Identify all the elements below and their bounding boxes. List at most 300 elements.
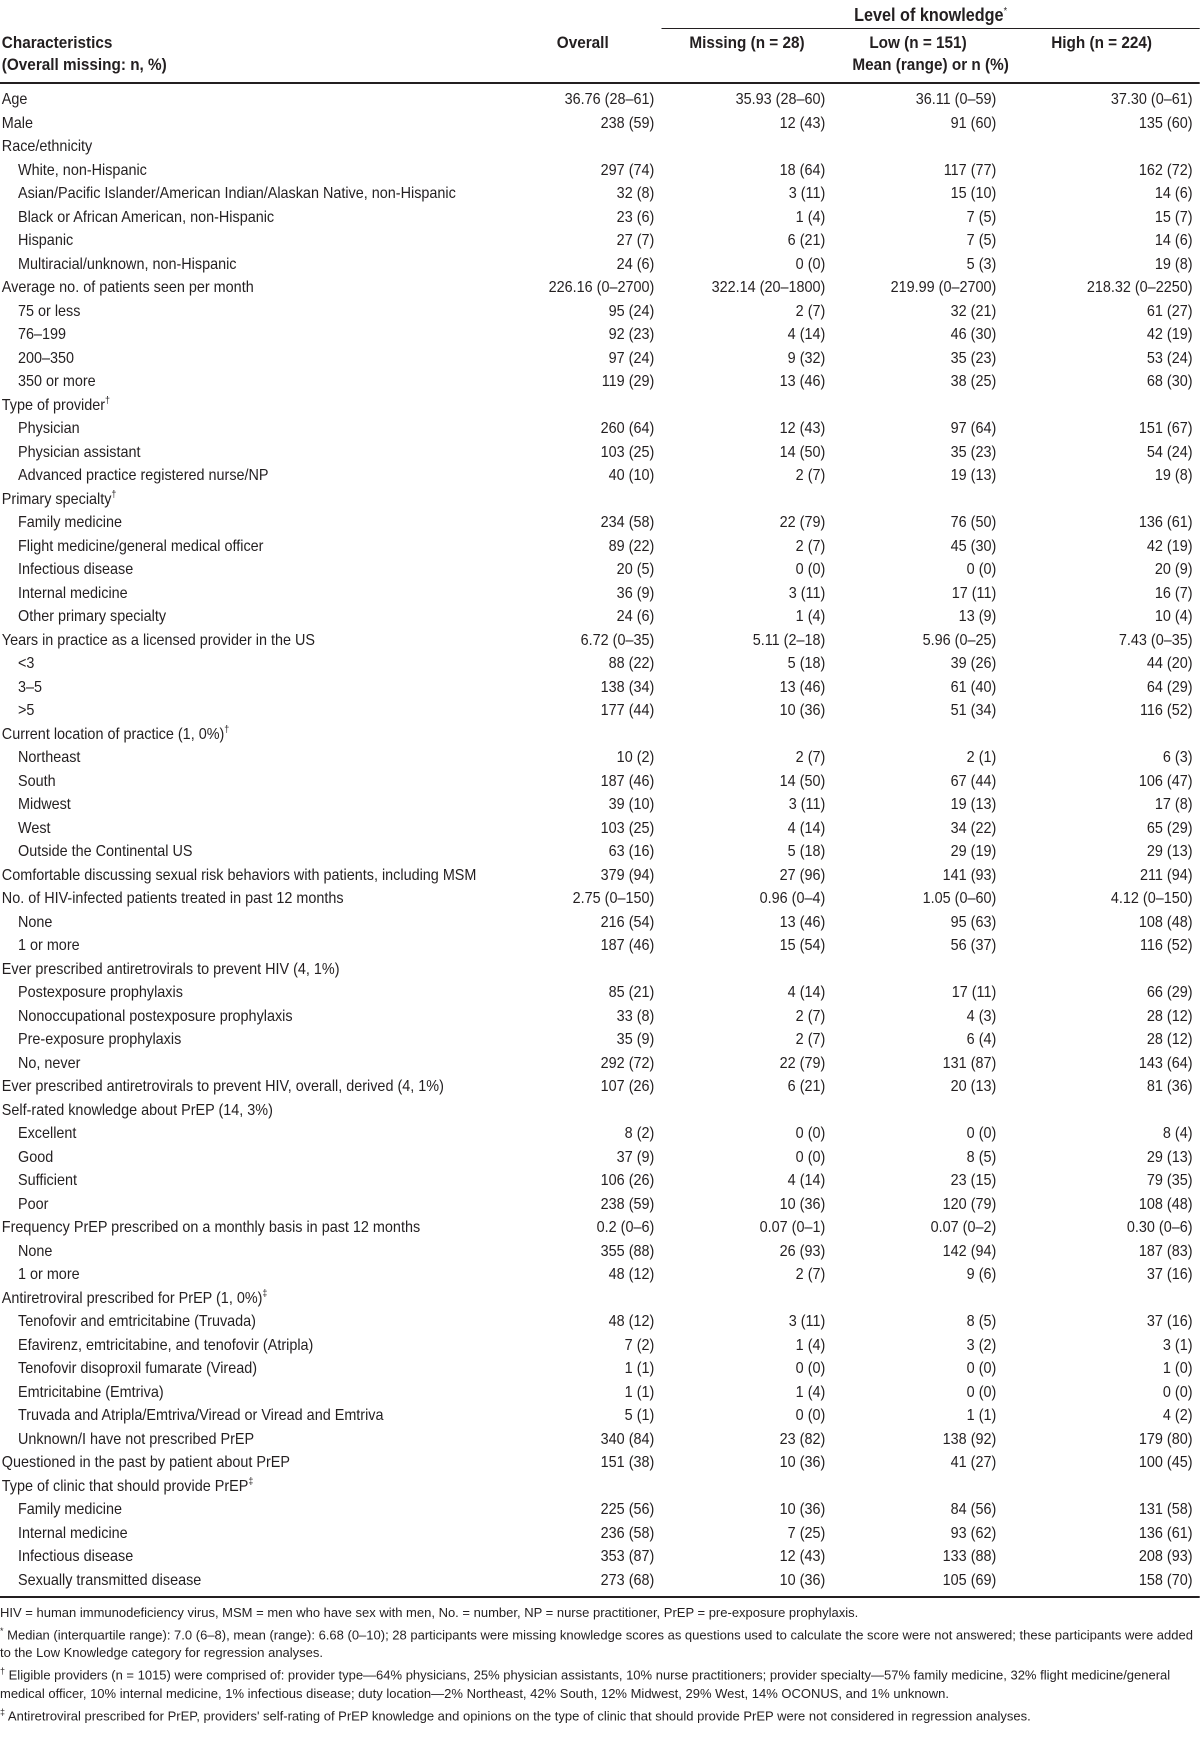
table-row — [0, 934, 1200, 958]
row-label: Infectious disease — [18, 561, 134, 578]
cell-missing: 12 (43) — [779, 1548, 826, 1565]
cell-missing — [662, 488, 833, 512]
cell-missing — [662, 1099, 833, 1123]
cell-high: 4.12 (0–150) — [1110, 890, 1193, 907]
cell-missing: 18 (64) — [779, 161, 826, 179]
cell-high — [1004, 1475, 1200, 1499]
row-label: Outside the Continental US — [18, 843, 193, 860]
cell-low: 120 (79) — [942, 1195, 997, 1213]
cell-low: 39 (26) — [950, 655, 997, 672]
cell-overall: 0.2 (0–6) — [596, 1219, 655, 1236]
table-row — [0, 1404, 1200, 1428]
cell-high: 16 (7) — [1154, 584, 1193, 602]
cell-low: 0 (0) — [966, 1383, 997, 1401]
row-label: Efavirenz, emtricitabine, and tenofovir (Atripla) — [18, 1336, 314, 1354]
cell-low: 23 (15) — [950, 1172, 997, 1189]
row-label: No, never — [18, 1054, 81, 1072]
row-label: Asian/Pacific Islander/American Indian/Alaskan Native, non-Hispanic — [18, 185, 456, 202]
cell-missing: 10 (36) — [779, 1454, 826, 1471]
footnote-abbreviations: HIV = human immunodeficiency virus, MSM = men who have sex with men, No. = number, NP = nurse practitioner, PrEP = pre-exposure prophylaxis. — [0, 1605, 859, 1620]
table-row — [0, 511, 1200, 535]
row-label: Sufficient — [18, 1172, 77, 1189]
cell-missing: 14 (50) — [779, 772, 826, 790]
table-row — [0, 1475, 1200, 1499]
cell-low: 9 (6) — [966, 1266, 997, 1283]
cell-low — [833, 723, 1004, 747]
table-row — [0, 206, 1200, 230]
cell-overall: 234 (58) — [600, 514, 655, 531]
cell-missing: 0 (0) — [795, 1360, 826, 1377]
table-row — [0, 1122, 1200, 1146]
cell-missing: 5 (18) — [787, 655, 826, 672]
cell-low: 0.07 (0–2) — [930, 1219, 997, 1236]
cell-overall: 353 (87) — [600, 1548, 655, 1565]
header-row — [0, 29, 1200, 55]
cell-overall: 97 (24) — [608, 349, 655, 367]
cell-overall: 151 (38) — [600, 1454, 655, 1471]
cell-missing: 0 (0) — [795, 1125, 826, 1142]
cell-low: 5 (3) — [966, 255, 997, 273]
cell-missing: 0 (0) — [795, 1148, 826, 1166]
cell-overall: 216 (54) — [600, 913, 655, 931]
cell-high: 28 (12) — [1146, 1031, 1193, 1048]
row-label: 1 or more — [18, 1266, 80, 1283]
cell-missing — [662, 394, 833, 418]
table-row — [0, 1287, 1200, 1311]
cell-low — [833, 958, 1004, 982]
cell-low: 1 (1) — [966, 1407, 997, 1424]
cell-high: 106 (47) — [1138, 772, 1193, 790]
table-row — [0, 488, 1200, 512]
cell-low: 4 (3) — [966, 1007, 997, 1025]
cell-high: 136 (61) — [1138, 514, 1193, 531]
cell-overall: 20 (5) — [616, 561, 655, 578]
table-row — [0, 1522, 1200, 1546]
cell-overall: 187 (46) — [600, 937, 655, 954]
cell-low: 51 (34) — [950, 702, 997, 719]
cell-high: 136 (61) — [1138, 1524, 1193, 1542]
table-row — [0, 676, 1200, 700]
table-row — [0, 370, 1200, 394]
cell-missing: 22 (79) — [779, 514, 826, 531]
cell-missing: 1 (4) — [795, 1383, 826, 1401]
row-label: Postexposure prophylaxis — [18, 984, 183, 1001]
cell-overall: 273 (68) — [504, 1569, 662, 1598]
cell-overall: 24 (6) — [616, 608, 655, 625]
table-row — [0, 464, 1200, 488]
cell-missing: 1 (4) — [795, 208, 826, 226]
cell-low: 8 (5) — [966, 1313, 997, 1330]
row-label: 75 or less — [18, 302, 81, 320]
cell-overall: 297 (74) — [600, 161, 655, 179]
row-label: Type of clinic that should provide PrEP‡ — [1, 1476, 254, 1495]
cell-high: 7.43 (0–35) — [1118, 631, 1193, 649]
cell-high: 0.30 (0–6) — [1126, 1219, 1193, 1236]
row-label: 76–199 — [18, 326, 67, 343]
cell-missing: 1 (4) — [795, 608, 826, 625]
cell-high: 81 (36) — [1146, 1078, 1193, 1095]
table-row — [0, 1052, 1200, 1076]
table-body — [0, 83, 1200, 1597]
cell-missing: 2 (7) — [795, 1266, 826, 1283]
cell-overall: 2.75 (0–150) — [572, 890, 655, 907]
row-label: Midwest — [18, 796, 71, 813]
cell-high: 162 (72) — [1138, 161, 1193, 179]
table-row — [0, 817, 1200, 841]
cell-high: 68 (30) — [1146, 373, 1193, 390]
cell-high: 0 (0) — [1162, 1383, 1193, 1401]
table-row — [0, 558, 1200, 582]
row-label: Advanced practice registered nurse/NP — [18, 467, 269, 484]
cell-missing: 0.96 (0–4) — [759, 890, 826, 907]
cell-high: 64 (29) — [1146, 678, 1193, 696]
cell-missing: 14 (50) — [779, 443, 826, 461]
row-label: Family medicine — [18, 1501, 123, 1518]
cell-low: 0 (0) — [966, 1125, 997, 1142]
row-label: Physician assistant — [18, 443, 141, 461]
cell-low: 35 (23) — [950, 349, 997, 367]
cell-low: 142 (94) — [942, 1242, 997, 1260]
row-label: Pre-exposure prophylaxis — [18, 1031, 182, 1048]
cell-missing: 2 (7) — [795, 467, 826, 484]
row-label: >5 — [18, 702, 35, 719]
cell-low: 13 (9) — [958, 608, 997, 625]
cell-overall: 225 (56) — [600, 1501, 655, 1518]
cell-overall: 355 (88) — [600, 1242, 655, 1260]
cell-low: 2 (1) — [966, 749, 997, 766]
table-row — [0, 864, 1200, 888]
table-row — [0, 605, 1200, 629]
row-label: Internal medicine — [18, 584, 128, 602]
cell-overall: 119 (29) — [601, 373, 655, 390]
cell-high: 37 (16) — [1146, 1313, 1193, 1330]
cell-overall: 27 (7) — [616, 232, 655, 249]
cell-overall — [504, 958, 662, 982]
row-label: No. of HIV-infected patients treated in past 12 months — [1, 890, 344, 907]
cell-high: 65 (29) — [1146, 819, 1193, 837]
cell-high — [1004, 135, 1200, 159]
cell-missing: 6 (21) — [787, 232, 826, 249]
cell-low — [833, 394, 1004, 418]
row-label: Questioned in the past by patient about PrEP — [1, 1454, 290, 1471]
cell-high: 116 (52) — [1139, 702, 1193, 719]
row-label: Other primary specialty — [18, 608, 167, 625]
cell-missing: 0 (0) — [795, 255, 826, 273]
table-row — [0, 394, 1200, 418]
high-header: High (n = 224) — [1051, 33, 1152, 52]
row-label: South — [18, 772, 56, 790]
row-label: Male — [1, 114, 34, 132]
cell-low: 19 (13) — [950, 796, 997, 813]
cell-overall: 1 (1) — [624, 1360, 655, 1377]
row-label: Infectious disease — [18, 1548, 134, 1565]
row-label: Black or African American, non-Hispanic — [18, 208, 275, 226]
cell-low — [833, 1099, 1004, 1123]
cell-missing: 35.93 (28–60) — [735, 91, 826, 108]
cell-high: 19 (8) — [1154, 467, 1193, 484]
cell-high: 116 (52) — [1139, 937, 1193, 954]
cell-low: 84 (56) — [950, 1501, 997, 1518]
cell-low — [833, 1475, 1004, 1499]
table-row — [0, 1005, 1200, 1029]
cell-overall: 187 (46) — [600, 772, 655, 790]
cell-missing: 26 (93) — [779, 1242, 826, 1260]
cell-low: 17 (11) — [951, 584, 997, 602]
cell-high: 37.30 (0–61) — [1110, 91, 1193, 108]
cell-overall: 92 (23) — [608, 326, 655, 343]
cell-overall: 5 (1) — [624, 1407, 655, 1424]
row-label: Years in practice as a licensed provider in the US — [1, 631, 316, 649]
table-row — [0, 887, 1200, 911]
cell-overall: 63 (16) — [608, 843, 655, 860]
table-row — [0, 746, 1200, 770]
table-row — [0, 323, 1200, 347]
cell-low: 95 (63) — [950, 913, 997, 931]
table-row — [0, 1357, 1200, 1381]
cell-low — [833, 488, 1004, 512]
cell-low: 0 (0) — [966, 1360, 997, 1377]
table-row — [0, 1263, 1200, 1287]
cell-high: 131 (58) — [1138, 1501, 1193, 1518]
cell-overall — [504, 723, 662, 747]
table-row — [0, 83, 1200, 112]
row-label: Ever prescribed antiretrovirals to prevent HIV (4, 1%) — [1, 960, 340, 978]
cell-overall: 36.76 (28–61) — [564, 91, 655, 108]
row-label: Primary specialty† — [1, 489, 117, 508]
row-label: Family medicine — [18, 514, 123, 531]
cell-overall: 226.16 (0–2700) — [548, 279, 655, 296]
row-label: Northeast — [18, 749, 81, 766]
cell-missing: 4 (14) — [787, 819, 826, 837]
header-top-row — [0, 0, 1200, 29]
row-label: Hispanic — [18, 232, 74, 249]
cell-low: 34 (22) — [950, 819, 997, 837]
cell-high: 218.32 (0–2250) — [1086, 279, 1193, 296]
table-row — [0, 1169, 1200, 1193]
cell-overall: 103 (25) — [600, 819, 655, 837]
cell-high: 3 (1) — [1162, 1336, 1193, 1354]
row-label: 3–5 — [18, 678, 43, 696]
row-label: 1 or more — [18, 937, 80, 954]
table-row — [0, 1216, 1200, 1240]
cell-low: 19 (13) — [950, 467, 997, 484]
row-label: West — [18, 819, 51, 837]
table-row — [0, 1075, 1200, 1099]
cell-high: 179 (80) — [1138, 1430, 1193, 1448]
cell-overall: 95 (24) — [608, 302, 655, 320]
cell-missing: 9 (32) — [787, 349, 826, 367]
cell-missing: 27 (96) — [779, 866, 826, 884]
cell-overall — [504, 1287, 662, 1311]
cell-high — [1004, 394, 1200, 418]
table-row — [0, 1428, 1200, 1452]
cell-high — [1004, 723, 1200, 747]
cell-missing — [662, 1475, 833, 1499]
cell-overall — [504, 135, 662, 159]
cell-overall: 8 (2) — [624, 1125, 655, 1142]
cell-high: 14 (6) — [1154, 185, 1193, 202]
cell-low: 133 (88) — [942, 1548, 997, 1565]
cell-missing: 10 (36) — [779, 1501, 826, 1518]
cell-high: 208 (93) — [1138, 1548, 1193, 1565]
cell-missing: 3 (11) — [788, 185, 826, 202]
cell-overall: 379 (94) — [600, 866, 655, 884]
table-row — [0, 699, 1200, 723]
cell-overall: 37 (9) — [616, 1148, 655, 1166]
cell-low: 1.05 (0–60) — [922, 890, 997, 907]
cell-missing: 15 (54) — [779, 937, 826, 954]
cell-overall: 238 (59) — [600, 114, 655, 132]
cell-high — [1004, 488, 1200, 512]
cell-high: 14 (6) — [1154, 232, 1193, 249]
cell-low: 5.96 (0–25) — [922, 631, 997, 649]
row-label: Nonoccupational postexposure prophylaxis — [18, 1007, 293, 1025]
cell-missing: 2 (7) — [795, 537, 826, 555]
cell-high: 15 (7) — [1154, 208, 1193, 226]
row-label: Truvada and Atripla/Emtriva/Viread or Viread and Emtriva — [18, 1407, 384, 1424]
cell-high: 143 (64) — [1138, 1054, 1193, 1072]
table-row — [0, 1193, 1200, 1217]
cell-high: 187 (83) — [1138, 1242, 1193, 1260]
cell-high: 108 (48) — [1138, 1195, 1193, 1213]
cell-low: 91 (60) — [950, 114, 997, 132]
cell-overall: 40 (10) — [608, 467, 655, 484]
cell-missing: 23 (82) — [779, 1430, 826, 1448]
row-label: Tenofovir and emtricitabine (Truvada) — [18, 1313, 256, 1330]
table-row — [0, 417, 1200, 441]
footnotes — [0, 1604, 1200, 1725]
cell-low: 29 (19) — [950, 843, 997, 860]
cell-overall: 24 (6) — [616, 255, 655, 273]
cell-high: 53 (24) — [1146, 349, 1193, 367]
cell-low: 0 (0) — [966, 561, 997, 578]
cell-high: 100 (45) — [1138, 1454, 1193, 1471]
table-row — [0, 1569, 1200, 1598]
cell-missing: 0 (0) — [795, 1407, 826, 1424]
cell-overall: 88 (22) — [608, 655, 655, 672]
cell-low: 17 (11) — [951, 984, 997, 1001]
cell-low: 38 (25) — [950, 373, 997, 390]
row-label: 350 or more — [18, 373, 96, 390]
table-row — [0, 1240, 1200, 1264]
cell-missing: 0.07 (0–1) — [759, 1219, 826, 1236]
cell-overall: 32 (8) — [616, 185, 655, 202]
cell-high: 211 (94) — [1139, 866, 1193, 884]
row-label: White, non-Hispanic — [18, 161, 147, 179]
cell-overall: 48 (12) — [608, 1266, 655, 1283]
cell-low — [833, 1287, 1004, 1311]
row-label: Emtricitabine (Emtriva) — [18, 1383, 164, 1401]
cell-missing: 322.14 (20–1800) — [711, 279, 826, 296]
cell-high: 10 (4) — [1154, 608, 1193, 625]
cell-low: 45 (30) — [950, 537, 997, 555]
row-label: Type of provider† — [1, 395, 111, 414]
cell-overall — [504, 1475, 662, 1499]
cell-high: 66 (29) — [1146, 984, 1193, 1001]
cell-low: 131 (87) — [942, 1054, 997, 1072]
row-label: Average no. of patients seen per month — [1, 279, 254, 296]
cell-overall: 107 (26) — [600, 1078, 655, 1095]
cell-missing: 3 (11) — [788, 1313, 826, 1330]
cell-overall — [504, 394, 662, 418]
table-row — [0, 770, 1200, 794]
mean-range-subheader: Mean (range) or n (%) — [662, 54, 1200, 83]
table-row — [0, 911, 1200, 935]
cell-low: 67 (44) — [950, 772, 997, 790]
cell-low: 93 (62) — [950, 1524, 997, 1542]
row-label: Current location of practice (1, 0%)† — [1, 724, 230, 743]
footnote-dagger: † Eligible providers (n = 1015) were comprised of: provider type—64% physicians, 25% physician assistants, 10% nurse practitioners; provider specialty—57% family medicine, 32% flight medicine/general medical officer, 10% internal medicine, 1% infectious disease; duty location—2% Northeast, 42% South, 12% Midwest, 29% West, 14% OCONUS, and 1% unknown. — [0, 1666, 1171, 1701]
footnote-star: * Median (interquartile range): 7.0 (6–8), mean (range): 6.68 (0–10); 28 participants were missing knowledge scores as questions used to calculate the score were not answered; these participants were added to the Low Knowledge category for regression analyses. — [0, 1626, 1193, 1661]
row-label: None — [18, 1242, 53, 1260]
table-row — [0, 1545, 1200, 1569]
level-of-knowledge-header: Level of knowledge* — [662, 0, 1200, 29]
cell-high — [1004, 1099, 1200, 1123]
row-label: Tenofovir disoproxil fumarate (Viread) — [18, 1360, 258, 1377]
cell-low: 61 (40) — [950, 678, 997, 696]
overall-missing-note: (Overall missing: n, %) — [0, 54, 504, 83]
overall-header: Overall — [556, 32, 609, 52]
cell-overall: 1 (1) — [624, 1383, 655, 1401]
cell-overall: 23 (6) — [616, 208, 655, 226]
cell-high: 42 (19) — [1146, 537, 1193, 555]
table-row — [0, 1381, 1200, 1405]
row-label: Good — [18, 1148, 54, 1166]
row-label: Age — [1, 91, 28, 108]
table-row — [0, 300, 1200, 324]
cell-missing — [662, 958, 833, 982]
cell-low: 41 (27) — [950, 1454, 997, 1471]
table-row — [0, 182, 1200, 206]
cell-overall: 236 (58) — [600, 1524, 655, 1542]
row-label: Multiracial/unknown, non-Hispanic — [18, 255, 237, 273]
cell-high: 4 (2) — [1162, 1407, 1193, 1424]
cell-low: 117 (77) — [943, 161, 997, 179]
cell-low: 7 (5) — [966, 208, 997, 226]
cell-missing: 3 (11) — [788, 584, 826, 602]
header-sub-row — [0, 54, 1200, 83]
cell-missing — [662, 1287, 833, 1311]
cell-high: 37 (16) — [1146, 1266, 1193, 1283]
cell-overall: 35 (9) — [616, 1031, 655, 1048]
cell-missing: 2 (7) — [795, 302, 826, 320]
table-row — [0, 347, 1200, 371]
cell-high — [1004, 958, 1200, 982]
cell-low: 6 (4) — [966, 1031, 997, 1048]
table-row — [0, 981, 1200, 1005]
cell-overall: 138 (34) — [600, 678, 655, 696]
cell-low: 46 (30) — [950, 326, 997, 343]
cell-high: 54 (24) — [1146, 443, 1193, 461]
table-row — [0, 276, 1200, 300]
cell-missing: 2 (7) — [795, 1007, 826, 1025]
cell-high: 42 (19) — [1146, 326, 1193, 343]
cell-high: 158 (70) — [1004, 1569, 1200, 1598]
cell-low: 105 (69) — [833, 1569, 1004, 1598]
table-row — [0, 652, 1200, 676]
cell-missing: 22 (79) — [779, 1054, 826, 1072]
cell-high: 19 (8) — [1154, 255, 1193, 273]
table-row — [0, 253, 1200, 277]
cell-missing: 3 (11) — [788, 796, 826, 813]
cell-overall — [504, 488, 662, 512]
table-row — [0, 229, 1200, 253]
table-row — [0, 1310, 1200, 1334]
cell-overall: 85 (21) — [608, 984, 655, 1001]
row-label: Comfortable discussing sexual risk behaviors with patients, including MSM — [1, 866, 477, 884]
cell-high: 108 (48) — [1138, 913, 1193, 931]
row-label: Internal medicine — [18, 1524, 128, 1542]
